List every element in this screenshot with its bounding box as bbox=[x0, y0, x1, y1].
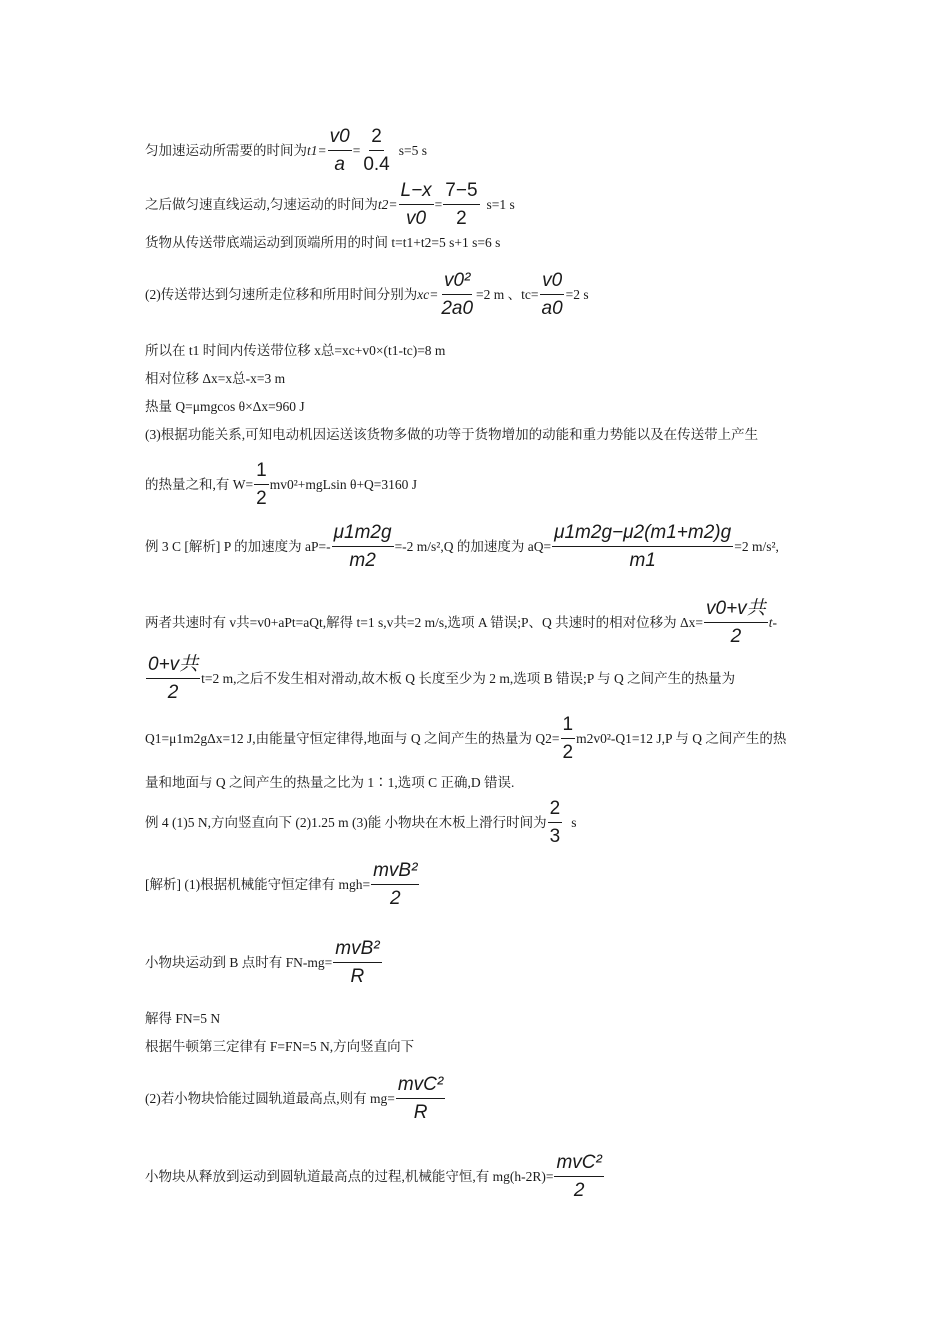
fraction-denominator: 2 bbox=[562, 741, 574, 763]
fraction-numerator: 0+v共 bbox=[146, 654, 200, 679]
l10-result: =2 m/s², bbox=[734, 539, 779, 555]
fraction-denominator: 3 bbox=[549, 825, 561, 847]
fraction-2-over-0.4 bbox=[361, 126, 391, 176]
fraction-numerator: mvC² bbox=[554, 1152, 603, 1177]
eq-line-18 bbox=[145, 1012, 220, 1026]
eq-line-8 bbox=[145, 428, 758, 442]
fraction-numerator: 7−5 bbox=[443, 180, 479, 205]
fraction-2-over-3 bbox=[548, 798, 563, 848]
fraction-numerator: μ1m2g−μ2(m1+m2)g bbox=[552, 522, 733, 547]
eq-line-20 bbox=[145, 1074, 446, 1124]
eq-line-17 bbox=[145, 938, 383, 988]
l6-text: 相对位移 Δx=x总-x=3 m bbox=[145, 371, 286, 386]
fraction-denominator: R bbox=[413, 1101, 428, 1123]
l1-result: s=5 s bbox=[398, 143, 427, 159]
l1-text: 匀加速运动所需要的时间为 bbox=[145, 143, 307, 159]
eq-line-6 bbox=[145, 372, 285, 386]
fraction-numerator: mvC² bbox=[396, 1074, 445, 1099]
fraction-numerator: 2 bbox=[548, 798, 563, 823]
l10-head: 例 3 C [解析] P 的加速度为 aP=- bbox=[145, 539, 331, 555]
fraction-mvB2-over-2 bbox=[371, 860, 419, 910]
fraction-denominator: 2a0 bbox=[441, 297, 474, 319]
fraction-aQ bbox=[552, 522, 733, 572]
l14-text: 量和地面与 Q 之间产生的热量之比为 1∶1,选项 C 正确,D 错误. bbox=[145, 775, 515, 790]
fraction-denominator: 2 bbox=[456, 207, 467, 229]
fraction-numerator: 2 bbox=[369, 126, 384, 151]
fraction-numerator: 1 bbox=[254, 460, 269, 485]
fraction-denominator: 2 bbox=[730, 625, 742, 647]
eq-line-10 bbox=[145, 522, 779, 572]
fraction-numerator: v0 bbox=[328, 126, 352, 151]
fraction-numerator: v0 bbox=[540, 270, 564, 295]
eq-line-13 bbox=[145, 714, 786, 764]
fraction-mvB2-over-R bbox=[333, 938, 381, 988]
eq-line-5 bbox=[145, 344, 445, 358]
fraction-v0-over-a0 bbox=[540, 270, 565, 320]
fraction-1-over-2 bbox=[254, 460, 269, 510]
fraction-denominator: R bbox=[350, 965, 365, 987]
fraction-numerator: v0² bbox=[442, 270, 472, 295]
l9-result: mv0²+mgLsin θ+Q=3160 J bbox=[269, 477, 418, 493]
eq-line-9 bbox=[145, 460, 417, 510]
l10-mid: =-2 m/s²,Q 的加速度为 aQ= bbox=[394, 539, 552, 555]
eq-line-11 bbox=[145, 598, 777, 648]
eq-line-4 bbox=[145, 270, 589, 320]
l19-text: 根据牛顿第三定律有 F=FN=5 N,方向竖直向下 bbox=[145, 1039, 415, 1054]
fraction-v0-plus-vgong-over-2 bbox=[704, 598, 768, 648]
fraction-L-minus-x-over-v0 bbox=[399, 180, 434, 230]
l20-text: (2)若小物块恰能过圆轨道最高点,则有 mg= bbox=[145, 1091, 395, 1107]
l11-tail: t- bbox=[768, 615, 777, 631]
fraction-denominator: 2 bbox=[167, 681, 179, 703]
fraction-7-minus-5-over-2 bbox=[443, 180, 479, 230]
fraction-mvC2-over-2 bbox=[554, 1152, 603, 1202]
l3-text: 货物从传送带底端运动到顶端所用的时间 t=t1+t2=5 s+1 s=6 s bbox=[145, 235, 501, 250]
l4-result: =2 s bbox=[565, 287, 589, 303]
eq-line-7 bbox=[145, 400, 305, 414]
fraction-0-plus-vgong-over-2 bbox=[146, 654, 200, 704]
l4-text: (2)传送带达到匀速所走位移和所用时间分别为 bbox=[145, 287, 418, 303]
l5-text: 所以在 t1 时间内传送带位移 x总=xc+v0×(t1-tc)=8 m bbox=[145, 343, 446, 358]
fraction-denominator: v0 bbox=[406, 207, 427, 229]
fraction-denominator: a0 bbox=[541, 297, 563, 319]
fraction-numerator: L−x bbox=[399, 180, 434, 205]
l2-lhs: t2= bbox=[377, 197, 398, 213]
fraction-denominator: 2 bbox=[256, 487, 267, 509]
eq-line-21 bbox=[145, 1152, 605, 1202]
eq-line-1: 匀加速运动所需要的时间为 t1= $\frac{v0}{a}$ = $\frac{2}{0.4}$ s=5 s bbox=[145, 126, 427, 175]
fraction-denominator: 2 bbox=[573, 1179, 585, 1201]
fraction-denominator: 2 bbox=[389, 887, 401, 909]
fraction-numerator: mvB² bbox=[371, 860, 419, 885]
l9-text: 的热量之和,有 W= bbox=[145, 477, 254, 493]
fraction-numerator: mvB² bbox=[333, 938, 381, 963]
eq-line-15 bbox=[145, 798, 576, 848]
l13-text: Q1=μ1m2gΔx=12 J,由能量守恒定律得,地面与 Q 之间产生的热量为 Q2= bbox=[145, 731, 560, 747]
l15-result: s bbox=[571, 815, 577, 831]
fraction-v0sq-over-2a0 bbox=[439, 270, 475, 320]
l7-text: 热量 Q=μmgcos θ×Δx=960 J bbox=[145, 399, 305, 414]
l13-result: m2v0²-Q1=12 J,P 与 Q 之间产生的热 bbox=[576, 731, 787, 747]
l17-text: 小物块运动到 B 点时有 FN-mg= bbox=[145, 955, 333, 971]
fraction-denominator: m2 bbox=[349, 549, 376, 571]
l15-text: 例 4 (1)5 N,方向竖直向下 (2)1.25 m (3)能 小物块在木板上滑行时间为 bbox=[145, 815, 547, 831]
eq-line-2: 之后做匀速直线运动,匀速运动的时间为 t2= $\frac{L-x}{v0}$ = $\frac{7-5}{2}$ s=1 s bbox=[145, 180, 515, 229]
l1-lhs: t1= bbox=[307, 143, 327, 159]
l12-text: t=2 m,之后不发生相对滑动,故木板 Q 长度至少为 2 m,选项 B 错误;P 与 Q 之间产生的热量为 bbox=[201, 671, 736, 687]
l2-text: 之后做匀速直线运动,匀速运动的时间为 bbox=[145, 197, 378, 213]
fraction-denominator: 0.4 bbox=[363, 153, 390, 175]
fraction-1-over-2 bbox=[561, 714, 576, 764]
eq-line-19 bbox=[145, 1040, 414, 1054]
l4-mid: =2 m 、tc= bbox=[476, 287, 539, 303]
eq-line-12 bbox=[145, 654, 735, 704]
fraction-mvC2-over-R bbox=[396, 1074, 445, 1124]
fraction-denominator: a bbox=[334, 153, 345, 175]
l18-text: 解得 FN=5 N bbox=[145, 1011, 221, 1026]
fraction-numerator: v0+v共 bbox=[704, 598, 768, 623]
eq-line-16 bbox=[145, 860, 420, 910]
l8-text: (3)根据功能关系,可知电动机因运送该货物多做的功等于货物增加的动能和重力势能以及在传送带上产生 bbox=[145, 427, 759, 442]
fraction-numerator: 1 bbox=[561, 714, 576, 739]
fraction-denominator: m1 bbox=[629, 549, 656, 571]
l11-text: 两者共速时有 v共=v0+aPt=aQt,解得 t=1 s,v共=2 m/s,选项 A 错误;P、Q 共速时的相对位移为 Δx= bbox=[145, 615, 704, 631]
l2-result: s=1 s bbox=[486, 197, 515, 213]
eq-line-14 bbox=[145, 776, 514, 790]
l4-lhs1: xc= bbox=[417, 287, 439, 303]
fraction-v0-over-a bbox=[328, 126, 352, 176]
eq-line-3 bbox=[145, 236, 500, 250]
l21-text: 小物块从释放到运动到圆轨道最高点的过程,机械能守恒,有 mg(h-2R)= bbox=[145, 1169, 554, 1185]
fraction-numerator: μ1m2g bbox=[332, 522, 394, 547]
fraction-aP bbox=[332, 522, 394, 572]
l16-text: [解析] (1)根据机械能守恒定律有 mgh= bbox=[145, 877, 371, 893]
